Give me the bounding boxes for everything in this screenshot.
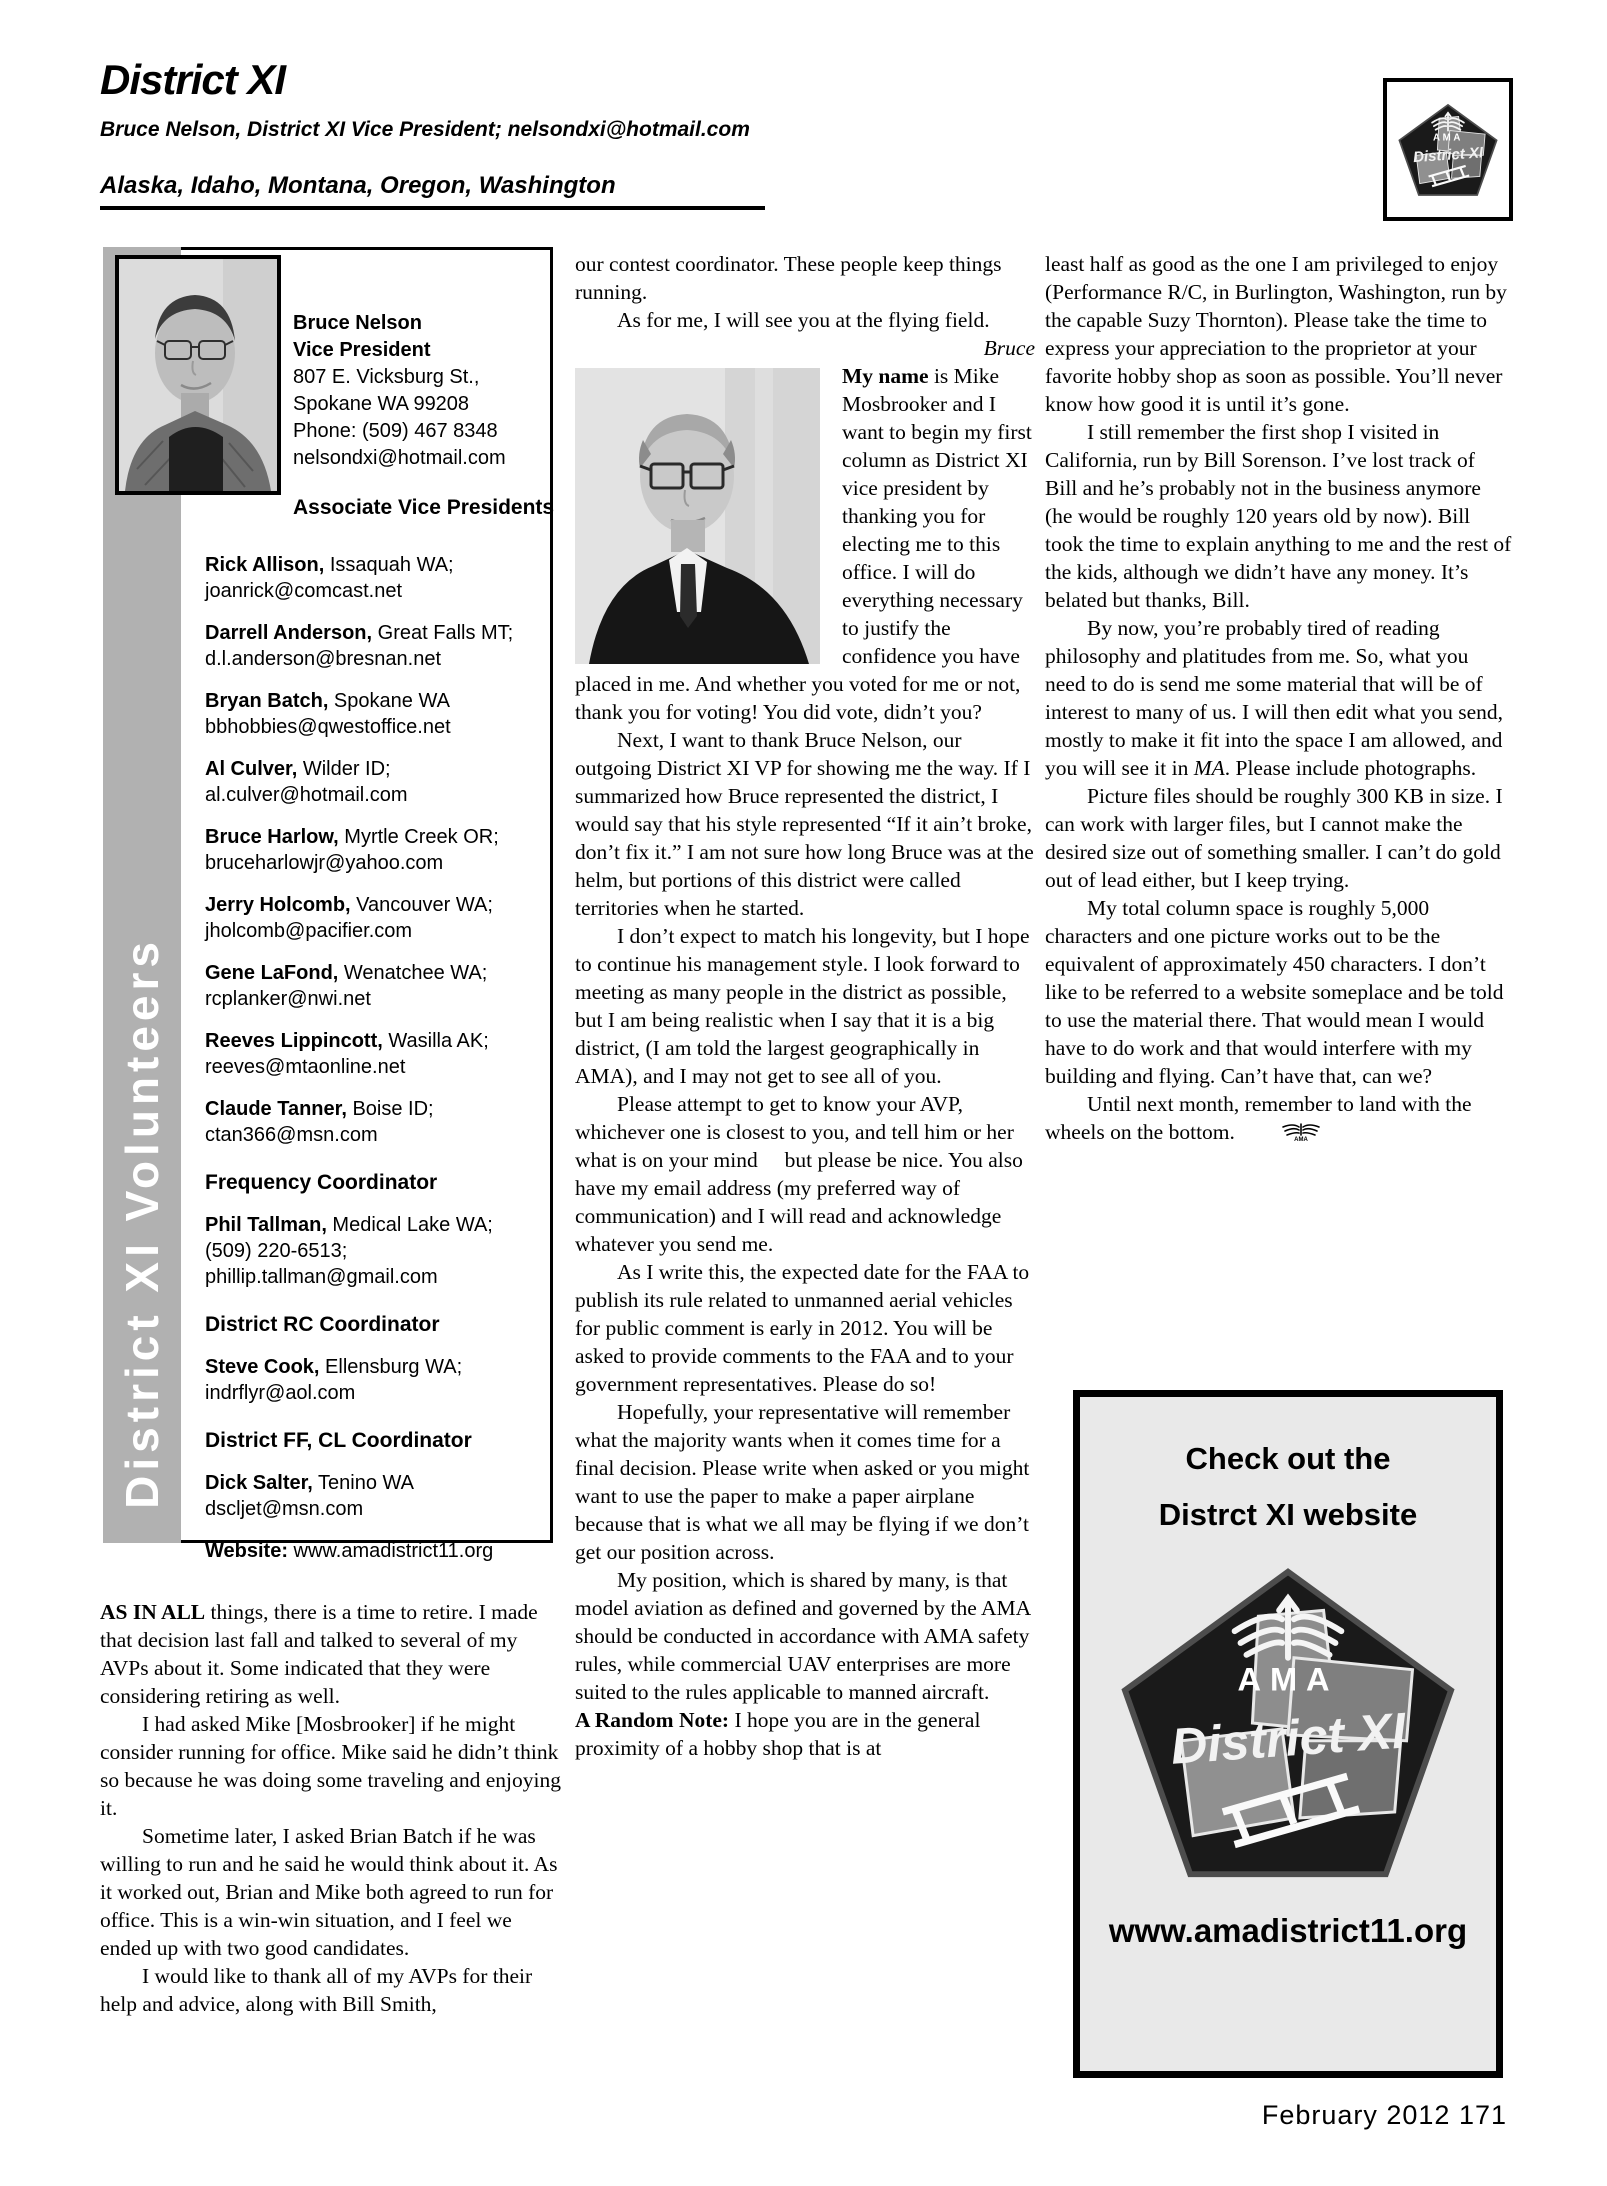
officer-address-line: Spokane WA 99208 xyxy=(293,393,470,415)
list-item xyxy=(205,892,557,944)
paragraph: I had asked Mike [Mosbrooker] if he might consider running for office. Mike said he didn’t think so because he was doing some traveling and enjoying it. xyxy=(100,1712,561,1820)
section-heading-ffcl: District FF, CL Coordinator xyxy=(205,1429,472,1452)
list-item xyxy=(205,960,557,1012)
paragraph: I still remember the first shop I visited in California, run by Bill Sorenson. I’ve lost track of Bill and he’s probably not in the business anymore (he would be roughly 120 years old by now). Bill took the time to explain anything to me and the rest of the kids, although we didn’t have any money. It’s belated but thanks, Bill. xyxy=(1045,420,1512,612)
officer-contact xyxy=(293,310,555,522)
coordinator-name: Phil Tallman, xyxy=(205,1214,327,1236)
website-label: Website: xyxy=(205,1540,288,1562)
avp-name: Reeves Lippincott, xyxy=(205,1030,383,1052)
coordinator-phone: (509) 220-6513; xyxy=(205,1240,348,1262)
avp-location: Spokane WA xyxy=(328,690,450,712)
wings-org-label: AMA xyxy=(1294,1137,1308,1142)
avp-name: Rick Allison, xyxy=(205,554,325,576)
coordinator-name: Dick Salter, xyxy=(205,1472,313,1494)
avp-location: Great Falls MT; xyxy=(372,622,514,644)
patch-district-label: District XI xyxy=(1412,143,1484,166)
avp-email: bbhobbies@qwestoffice.net xyxy=(205,716,451,738)
header-rule xyxy=(100,206,765,210)
volunteers-panel xyxy=(103,247,555,1562)
avp-email: reeves@mtaonline.net xyxy=(205,1056,406,1078)
patch-org-label: AMA xyxy=(1432,131,1464,143)
paragraph-text: Until next month, remember to land with the wheels on the bottom. xyxy=(1045,1092,1472,1144)
paragraph: our contest coordinator. These people keep things running. xyxy=(575,252,1002,304)
paragraph-text: By now, you’re probably tired of reading philosophy and platitudes from me. So, what you need to do is send me some material that will be of interest to many of us. I will then edit what you send, mostly to make it fit into the space I am allowed, and you will see it in xyxy=(1045,616,1503,780)
promo-url: www.amadistrict11.org xyxy=(1108,1912,1468,1949)
ama-wings-end-icon xyxy=(1238,1121,1308,1142)
paragraph: Next, I want to thank Bruce Nelson, our outgoing District XI VP for showing me the way. If I summarized how Bruce represented the district, I would say that his style represented “If it ain’t broke, don’t fix it.” I am not sure how long Bruce was at the helm, but portions of this district were called territories when he started. xyxy=(575,728,1034,920)
avp-location: Wilder ID; xyxy=(297,758,391,780)
avp-email: al.culver@hotmail.com xyxy=(205,784,408,806)
district-patch-icon xyxy=(1395,97,1501,203)
list-item xyxy=(205,688,557,740)
promo-title-line2: Distrct XI website xyxy=(1158,1497,1418,1532)
section-heading-frequency: Frequency Coordinator xyxy=(205,1171,438,1194)
paragraph: As I write this, the expected date for the FAA to publish its rule related to unmanned aerial vehicles for public comment is early in 2012. You will be asked to provide comments to the FAA and to your government representatives. Please do so! xyxy=(575,1260,1030,1396)
avp-name: Al Culver, xyxy=(205,758,298,780)
paragraph-text: . Please include photographs. xyxy=(1224,756,1477,780)
avp-email: joanrick@comcast.net xyxy=(205,580,403,602)
paragraph-text: things, there is a time to retire. I made that decision last fall and talked to several of my AVPs about it. Some indicated that they were considering retiring as well. xyxy=(100,1600,538,1708)
paragraph xyxy=(1045,1090,1512,1146)
list-item xyxy=(205,1470,557,1522)
avp-name: Jerry Holcomb, xyxy=(205,894,351,916)
bruce-nelson-photo xyxy=(115,255,281,495)
paragraph: Picture files should be roughly 300 KB in size. I can work with larger files, but I cannot make the desired size out of something smaller. I can’t do gold out of lead either, but I keep trying. xyxy=(1045,784,1503,892)
paragraph: I would like to thank all of my AVPs for their help and advice, along with Bill Smith, xyxy=(100,1964,533,2016)
coordinator-email: phillip.tallman@gmail.com xyxy=(205,1266,438,1288)
list-item xyxy=(205,756,557,808)
page-footer: February 2012 171 xyxy=(1261,2100,1507,2130)
list-item xyxy=(205,1354,557,1406)
coordinator-location: Tenino WA xyxy=(312,1472,415,1494)
coordinator-name: Steve Cook, xyxy=(205,1356,320,1378)
paragraph: My total column space is roughly 5,000 characters and one picture works out to be the equivalent of approximately 450 characters. I don’t like to be referred to a website someplace and be told to use the material there. That would mean I would have to do work and that would interfere with my building and flying. Can’t have that, can we? xyxy=(1045,896,1504,1088)
list-item xyxy=(205,552,557,604)
avp-location: Issaquah WA; xyxy=(324,554,454,576)
left-column xyxy=(100,1598,562,2018)
section-heading-rc: District RC Coordinator xyxy=(205,1313,440,1336)
website-line xyxy=(205,1538,557,1564)
promo-title-line1: Check out the xyxy=(1185,1441,1391,1476)
paragraph: Sometime later, I asked Brian Batch if he was willing to run and he said he would think about it. As it worked out, Brian and Mike both agreed to run for office. This is a win-win situation, and I feel we ended up with two good candidates. xyxy=(100,1824,558,1960)
avp-name: Darrell Anderson, xyxy=(205,622,373,644)
byline: Bruce Nelson, District XI Vice President; nelsondxi@hotmail.com xyxy=(100,118,750,141)
list-item xyxy=(205,824,557,876)
promo-title xyxy=(1080,1431,1496,1543)
avp-email: jholcomb@pacifier.com xyxy=(205,920,413,942)
paragraph: Hopefully, your representative will remember what the majority wants when it comes time for a final decision. Please write when asked or you might want to use the paper to make a paper airplane because that is what we all may be flying if we don’t get our position across. xyxy=(575,1400,1030,1564)
avp-location: Wasilla AK; xyxy=(382,1030,489,1052)
section-heading-avp: Associate Vice Presidents xyxy=(293,496,555,519)
coordinator-email: dscljet@msn.com xyxy=(205,1498,364,1520)
patch-org-label: AMA xyxy=(1237,1660,1339,1698)
paragraph: I don’t expect to match his longevity, but I hope to continue his management style. I look forward to meeting as many people in the district as possible, but I am being realistic when I say that it is a big district, (I am told the largest geographically in AMA), and I may not get to see all of you. xyxy=(575,924,1030,1088)
paragraph xyxy=(1045,614,1512,782)
district-patch-logo xyxy=(1383,78,1513,221)
mike-mosbrooker-photo xyxy=(575,368,820,664)
sidebar-vertical-label: District XI Volunteers xyxy=(116,937,168,1509)
paragraph: My position, which is shared by many, is that model aviation as defined and governed by the AMA should be conducted in accordance with AMA safety rules, while commercial UAV enterprises are more suited to the rules applicable to manned aircraft. xyxy=(575,1568,1030,1704)
officer-address-line: 807 E. Vicksburg St., xyxy=(293,366,480,388)
bold-lead: A Random Note: xyxy=(575,1708,730,1732)
avp-email: ctan366@msn.com xyxy=(205,1124,378,1146)
website-url: www.amadistrict11.org xyxy=(287,1540,494,1562)
avp-location: Myrtle Creek OR; xyxy=(338,826,499,848)
page-title: District XI xyxy=(100,56,286,103)
avp-email: bruceharlowjr@yahoo.com xyxy=(205,852,444,874)
coordinator-email: indrflyr@aol.com xyxy=(205,1382,356,1404)
officer-email: nelsondxi@hotmail.com xyxy=(293,447,506,469)
avp-name: Bruce Harlow, xyxy=(205,826,339,848)
paragraph: As for me, I will see you at the flying field. xyxy=(617,308,990,332)
coordinator-location: Medical Lake WA; xyxy=(326,1214,493,1236)
avp-name: Bryan Batch, xyxy=(205,690,329,712)
officer-phone: Phone: (509) 467 8348 xyxy=(293,420,498,442)
paragraph: least half as good as the one I am privileged to enjoy (Performance R/C, in Burlington, Washington, run by the capable Suzy Thornton). Please take the time to express your appreciation to the proprietor at your favorite hobby shop as soon as possible. You’ll never know how good it is until it’s gone. xyxy=(1045,252,1507,416)
paragraph-text: is Mike Mosbrooker and I want to begin my first column as District XI vice president by thanking you for electing me to this office. I will do everything necessary to justify the confidence you have placed in me. And whether you voted for me or not, thank you for voting! You did vote, didn’t you? xyxy=(575,364,1032,724)
paragraph: Please attempt to get to know your AVP, whichever one is closest to you, and tell him or her what is on your mind but please be nice. You also have my email address (my preferred way of communication) and I will read and acknowledge whatever you send me. xyxy=(575,1092,1023,1256)
officer-name: Bruce Nelson xyxy=(293,312,422,334)
volunteer-list xyxy=(205,552,557,1564)
signature: Bruce xyxy=(983,336,1035,360)
avp-location: Boise ID; xyxy=(346,1098,434,1120)
region-states: Alaska, Idaho, Montana, Oregon, Washington xyxy=(100,172,616,199)
list-item xyxy=(205,1212,557,1290)
paragraph xyxy=(100,1598,562,1710)
avp-location: Vancouver WA; xyxy=(350,894,493,916)
middle-column xyxy=(575,250,1035,1762)
bold-lead: My name xyxy=(842,364,929,388)
officer-title: Vice President xyxy=(293,339,431,361)
avp-location: Wenatchee WA; xyxy=(338,962,488,984)
bold-lead: AS IN ALL xyxy=(100,1600,206,1624)
paragraph-text: I hope you are in the general proximity of a hobby shop that is at xyxy=(575,1708,981,1760)
list-item xyxy=(205,620,557,672)
district-patch-large-icon xyxy=(1110,1557,1466,1889)
avp-email: d.l.anderson@bresnan.net xyxy=(205,648,442,670)
website-promo-box xyxy=(1073,1390,1503,2078)
paragraph xyxy=(575,1706,1035,1762)
avp-name: Claude Tanner, xyxy=(205,1098,347,1120)
list-item xyxy=(205,1096,557,1148)
patch-district-label: District XI xyxy=(1168,1701,1408,1775)
right-column xyxy=(1045,250,1512,1146)
list-item xyxy=(205,1028,557,1080)
avp-email: rcplanker@nwi.net xyxy=(205,988,371,1010)
coordinator-location: Ellensburg WA; xyxy=(319,1356,463,1378)
magazine-title-italic: MA xyxy=(1193,756,1225,780)
avp-name: Gene LaFond, xyxy=(205,962,339,984)
